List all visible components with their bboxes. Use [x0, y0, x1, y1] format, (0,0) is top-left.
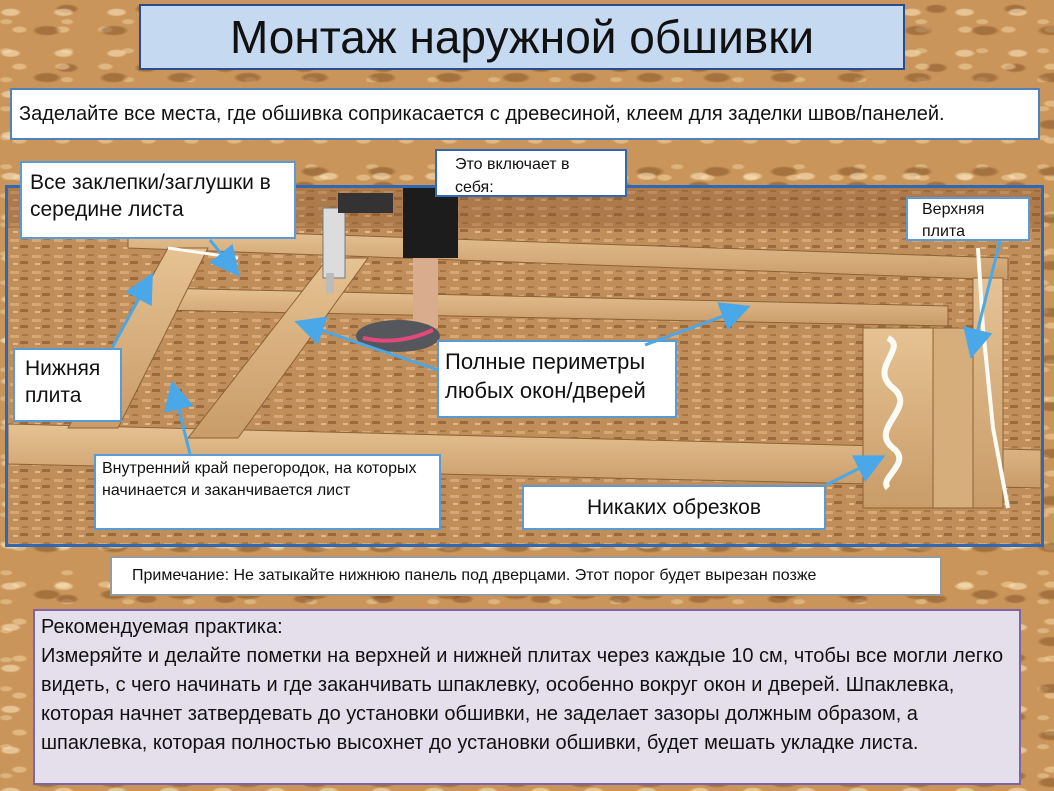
best-practice-heading: Рекомендуемая практика:: [41, 616, 283, 638]
subtitle-instruction: Заделайте все места, где обшивка соприкасается с древесиной, клеем для заделки швов/панелей.: [10, 88, 1040, 140]
callout-inner-stud-edge: Внутренний край перегородок, на которых начинается и заканчивается лист: [94, 454, 441, 530]
page-title: Монтаж наружной обшивки: [139, 4, 905, 70]
callout-bottom-plate: Нижняя плита: [13, 348, 122, 422]
callout-this-includes: Это включает в себя:: [435, 149, 627, 197]
best-practice-body: Измеряйте и делайте пометки на верхней и нижней плитах через каждые 10 см, чтобы все могли легко видеть, с чего начинать и где заканчивать шпаклевку, особенно вокруг окон и дверей. Шпаклевка, которая начнет затвердевать до установки обшивки, не заделает зазоры должным образом, а шпаклевка, которая полностью высохнет до установки обшивки, будет мешать укладке листа.: [41, 645, 1004, 754]
callout-mid-sheet-fasteners: Все заклепки/заглушки в середине листа: [20, 161, 296, 239]
callout-no-scraps: Никаких обрезков: [522, 485, 826, 530]
callout-top-plate: Верхняя плита: [906, 197, 1030, 241]
callout-opening-perimeters: Полные периметры любых окон/дверей: [437, 340, 677, 418]
note-banner: Примечание: Не затыкайте нижнюю панель под дверцами. Этот порог будет вырезан позже: [110, 556, 942, 596]
best-practice-panel: [33, 609, 1021, 785]
